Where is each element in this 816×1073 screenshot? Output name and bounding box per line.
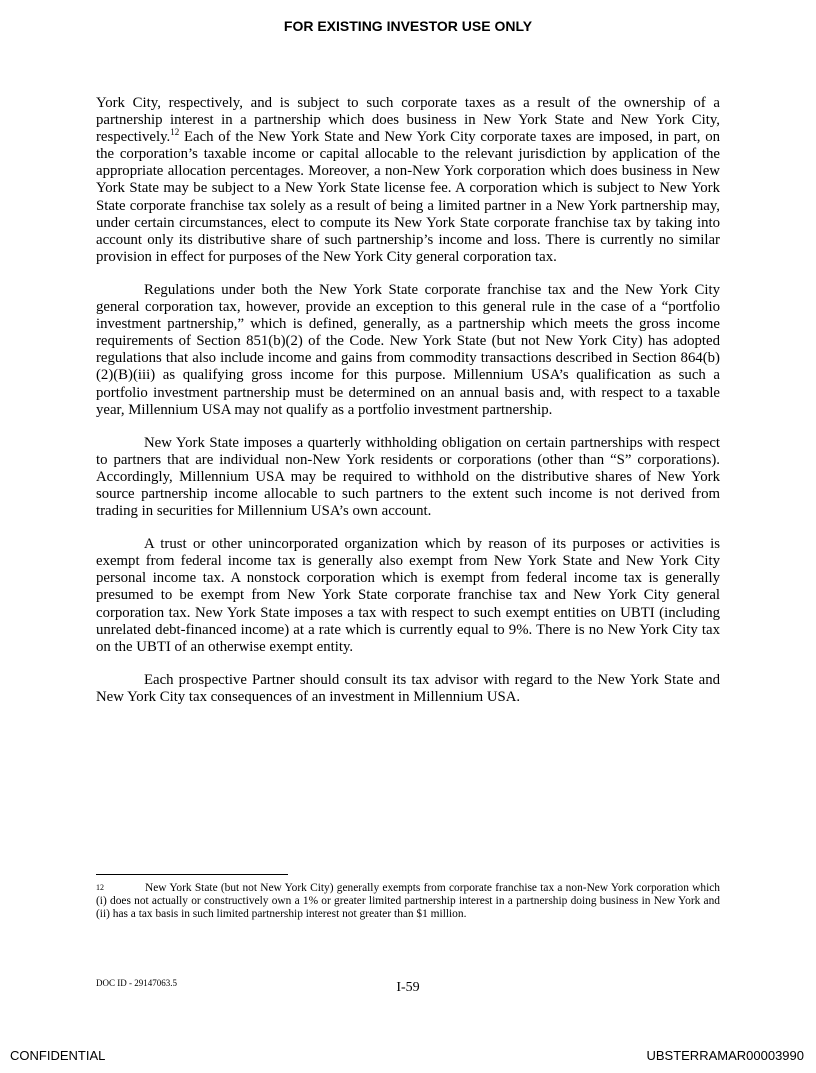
bates-number: UBSTERRAMAR00003990 bbox=[646, 1048, 804, 1063]
page-number: I-59 bbox=[396, 980, 420, 995]
page-header: FOR EXISTING INVESTOR USE ONLY bbox=[283, 18, 533, 34]
footnote-reference[interactable]: 12 bbox=[170, 127, 180, 138]
paragraph-4: A trust or other unincorporated organization which by reason of its purposes or activities is exempt from federal income tax is generally also exempt from New York State and New York City personal income tax. A nonstock corporation which is exempt from federal income tax is generally presumed to be exempt from New York State corporate franchise tax and New York City general corporation tax. New York State imposes a tax with respect to such exempt entities on UBTI (including unrelated debt-financed income) at a rate which is currently equal to 9%. There is no New York City tax on the UBTI of an otherwise exempt entity. bbox=[96, 536, 720, 655]
footnote bbox=[96, 882, 720, 922]
paragraph-1-text-b: Each of the New York State and New York City corporate taxes are imposed, in part, on the corporation’s taxable income or capital allocable to the relevant jurisdiction by application of the appropriate allocation percentages. Moreover, a non-New York corporation which does business in New York State may be subject to a New York State license fee. A corporation which is subject to New York State corporate franchise tax solely as a result of being a limited partner in a New York partnership may, under certain circumstances, elect to compute its New York State corporate franchise tax by taking into account only its distributive share of such partnership’s income and loss. There is currently no similar provision in effect for purposes of the New York City general corporation tax. bbox=[96, 129, 720, 265]
main-text bbox=[96, 95, 720, 722]
footnote-text: New York State (but not New York City) generally exempts from corporate franchise tax a non-New York corporation which (i) does not actually or constructively own a 1% or greater limited partnership interest in a partnership doing business in New York and (ii) has a tax basis in such limited partnership interest not greater than $1 million. bbox=[96, 882, 720, 921]
document-id: DOC ID - 29147063.5 bbox=[96, 978, 177, 988]
paragraph-2: Regulations under both the New York State corporate franchise tax and the New York City general corporation tax, however, provide an exception to this general rule in the case of a “portfolio investment partnership,” which is defined, generally, as a partnership which meets the gross income requirements of Section 851(b)(2) of the Code. New York State (but not New York City) has adopted regulations that also include income and gains from commodity transactions described in Section 864(b)(2)(B)(iii) as qualifying gross income for this purpose. Millennium USA’s qualification as such a portfolio investment partnership must be determined on an annual basis and, with respect to a taxable year, Millennium USA may not qualify as a portfolio investment partnership. bbox=[96, 281, 720, 418]
paragraph-3: New York State imposes a quarterly withholding obligation on certain partnerships with respect to partners that are individual non-New York residents or corporations (other than “S” corporations). Accordingly, Millennium USA may be required to withhold on the distributive shares of New York source partnership income allocable to such partners to the extent such income is not derived from trading in securities for Millennium USA’s own account. bbox=[96, 434, 720, 520]
footnote-divider bbox=[96, 874, 288, 875]
paragraph-5: Each prospective Partner should consult its tax advisor with regard to the New York State and New York City tax consequences of an investment in Millennium USA. bbox=[96, 671, 720, 705]
footnote-number: 12 bbox=[96, 883, 104, 892]
paragraph-1-text-a: York City, respectively, and is subject to such corporate taxes as a result of the ownership of a partnership interest in a partnership which does business in New York State and New York City, respectively. bbox=[96, 95, 720, 146]
paragraph-1 bbox=[96, 95, 720, 266]
confidential-label: CONFIDENTIAL bbox=[10, 1048, 106, 1063]
